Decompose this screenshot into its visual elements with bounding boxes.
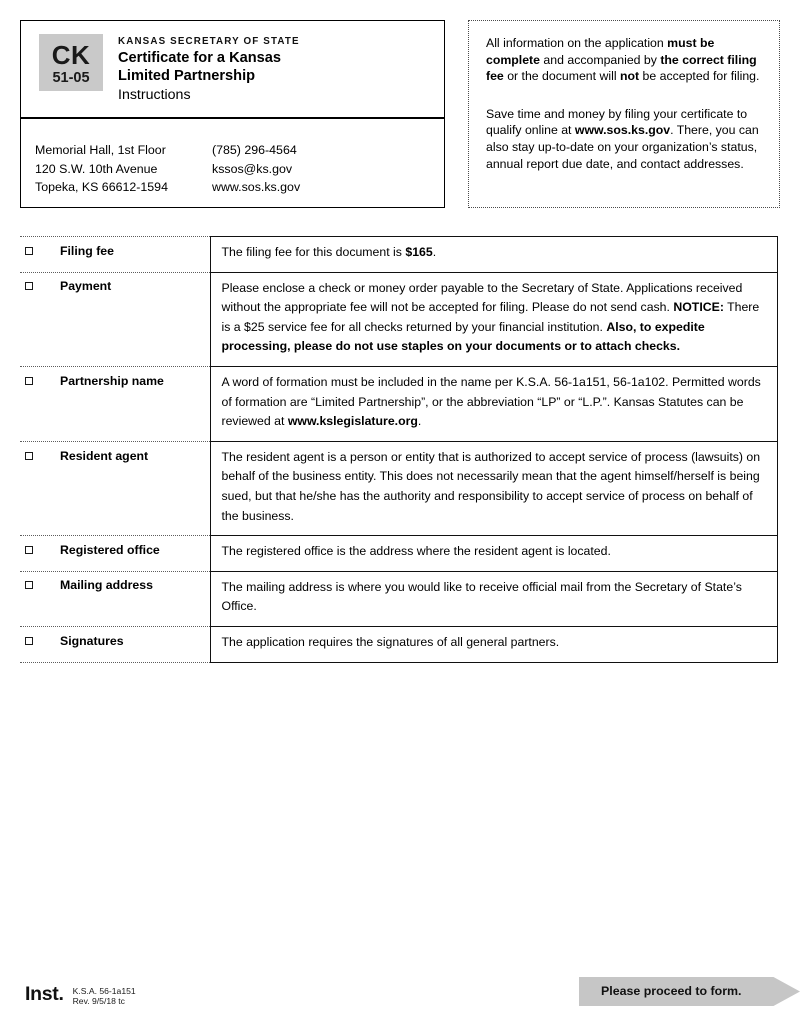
instruction-description-cell: The filing fee for this document is $165.	[210, 237, 778, 273]
instruction-description-cell: A word of formation must be included in the name per K.S.A. 56-1a151, 56-1a102. Permitted words of formation are “Limited Partnership”, or the abbreviation “LP” or “L.P.”. Kansas Statutes can be reviewed at www.kslegislature.org.	[210, 366, 778, 441]
footer-meta-group	[73, 986, 136, 1007]
instruction-description-cell: The registered office is the address where the resident agent is located.	[210, 536, 778, 572]
instruction-label: Registered office	[60, 542, 160, 557]
checkbox-icon[interactable]	[25, 581, 33, 589]
instruction-label-cell	[20, 626, 210, 662]
document-footer	[20, 980, 780, 1020]
instruction-label: Mailing address	[60, 578, 153, 593]
checkbox-icon[interactable]	[25, 546, 33, 554]
instruction-label: Filing fee	[60, 243, 114, 258]
checkbox-icon[interactable]	[25, 247, 33, 255]
footer-identifier-group	[25, 980, 136, 1007]
phone-number: (785) 296-4564	[212, 143, 297, 157]
form-code-badge	[39, 34, 103, 91]
address-line-1: Memorial Hall, 1st Floor	[35, 143, 166, 157]
table-row	[20, 441, 778, 535]
checkbox-icon[interactable]	[25, 282, 33, 290]
document-title-line1: Certificate for a Kansas	[118, 50, 282, 66]
checkbox-icon[interactable]	[25, 452, 33, 460]
instruction-label: Resident agent	[60, 448, 149, 463]
instruction-description-cell: The mailing address is where you would like to receive official mail from the Secretary of State’s Office.	[210, 571, 778, 626]
instruction-label-cell	[20, 237, 210, 273]
footer-statute: K.S.A. 56-1a151	[72, 986, 136, 996]
table-row	[20, 571, 778, 626]
instruction-description-cell: The application requires the signatures of all general partners.	[210, 626, 778, 662]
contact-details-column	[212, 141, 402, 197]
document-subtitle: Instructions	[118, 87, 191, 103]
contact-address-column	[35, 141, 212, 197]
contact-block	[21, 119, 444, 197]
instruction-label-cell	[20, 536, 210, 572]
instructions-table-body	[20, 237, 778, 663]
document-title-line2: Limited Partnership	[118, 67, 256, 84]
table-row	[20, 536, 778, 572]
table-row	[20, 272, 778, 366]
instruction-description-cell: Please enclose a check or money order payable to the Secretary of State. Applications received without the appropriate fee will not be accepted for filing. Please do not send cash. NOTICE: There is a $25 service fee for all checks returned by your financial institution. Also, to expedite processing, please do not use staples on your documents or to attach checks.	[210, 272, 778, 366]
title-text-group	[118, 35, 438, 105]
footer-form-type: Inst.	[25, 983, 64, 1005]
instruction-description-cell: The resident agent is a person or entity that is authorized to accept service of process (lawsuits) on behalf of the business entity. This does not necessarily mean that the agent himself/herself is being sued, but that he/she has the authority and responsibility to accept service of process on behalf of the business.	[210, 441, 778, 535]
address-line-2: 120 S.W. 10th Avenue	[35, 161, 158, 176]
checkbox-icon[interactable]	[25, 377, 33, 385]
email-address[interactable]: kssos@ks.gov	[212, 161, 293, 176]
address-line-3: Topeka, KS 66612-1594	[35, 180, 168, 194]
agency-name: KANSAS SECRETARY OF STATE	[118, 36, 300, 47]
instruction-label: Partnership name	[60, 373, 164, 388]
proceed-to-form-banner[interactable]	[579, 977, 800, 1006]
notice-box	[468, 20, 780, 208]
title-block	[21, 21, 444, 119]
footer-revision: Rev. 9/5/18 tc	[72, 996, 125, 1007]
notice-paragraph-1: All information on the application must be complete and accompanied by the correct filing fee or the document will not be accepted for filing.	[486, 36, 760, 84]
table-row	[20, 237, 778, 273]
instruction-label: Signatures	[60, 633, 124, 648]
instruction-label-cell	[20, 272, 210, 366]
instruction-label-cell	[20, 571, 210, 626]
instruction-label: Payment	[60, 279, 112, 294]
notice-paragraph-2: Save time and money by filing your certificate to qualify online at www.sos.ks.gov. There, you can also stay up-to-date on your organization’s status, annual report due date, and contact addresses.	[486, 106, 759, 171]
form-code-number: 51-05	[52, 70, 90, 86]
instructions-table	[20, 236, 778, 663]
instruction-label-cell	[20, 366, 210, 441]
instruction-label-cell	[20, 441, 210, 535]
form-code-letters: CK	[51, 40, 91, 70]
header-title-box	[20, 20, 445, 208]
table-row	[20, 626, 778, 662]
checkbox-icon[interactable]	[25, 637, 33, 645]
document-header	[20, 20, 780, 210]
website-url[interactable]: www.sos.ks.gov	[212, 180, 301, 194]
proceed-to-form-label: Please proceed to form.	[601, 984, 742, 998]
table-row	[20, 366, 778, 441]
